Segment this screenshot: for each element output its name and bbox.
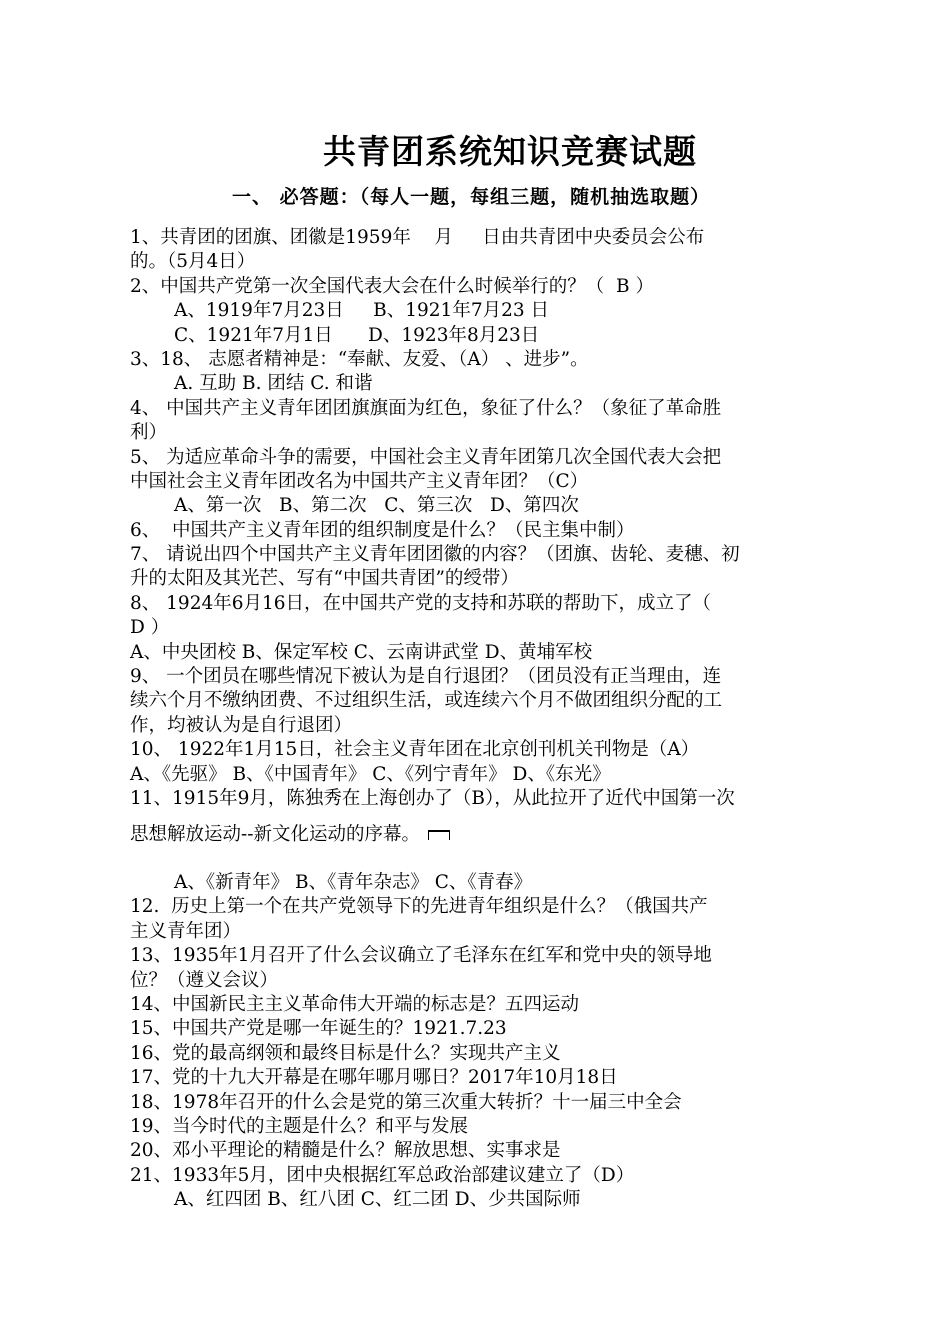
option-line: A、中央团校 B、保定军校 C、云南讲武堂 D、黄埔军校	[130, 641, 593, 663]
text-line: 10、 1922年1月15日，社会主义青年团在北京创刊机关刊物是（A）	[130, 739, 700, 761]
text-line: 7、 请说出四个中国共产主义青年团团徽的内容？（团旗、齿轮、麦穗、初	[130, 544, 740, 566]
text-line: 作，均被认为是自行退团）	[130, 714, 353, 736]
text-line: 12. 历史上第一个在共产党领导下的先进青年组织是什么？（俄国共产	[130, 896, 708, 918]
text-line: 中国社会主义青年团改名为中国共产主义青年团？（C）	[130, 470, 589, 492]
text-line: 19、当今时代的主题是什么？和平与发展	[130, 1115, 469, 1137]
text-line: 4、 中国共产主义青年团团旗旗面为红色，象征了什么？（象征了革命胜	[130, 397, 722, 419]
text-line: 13、1935年1月召开了什么会议确立了毛泽东在红军和党中央的领导地	[130, 945, 712, 967]
text-line: 2、中国共产党第一次全国代表大会在什么时候举行的？（ B ）	[130, 275, 655, 297]
option-line: C、1921年7月1日 D、1923年8月23日	[174, 324, 540, 346]
text-line: 17、党的十九大开幕是在哪年哪月哪日？2017年10月18日	[130, 1067, 618, 1089]
option-line: A、红四团 B、红八团 C、红二团 D、少共国际师	[174, 1189, 581, 1211]
text-line: 11、1915年9月，陈独秀在上海创办了（B），从此拉开了近代中国第一次	[130, 787, 735, 809]
text-line: 续六个月不缴纳团费、不过组织生活，或连续六个月不做团组织分配的工	[130, 690, 723, 712]
text-line: 15、中国共产党是哪一年诞生的？1921.7.23	[130, 1018, 507, 1040]
section-heading: 一、 必答题：（每人一题，每组三题，随机抽选取题）	[232, 186, 711, 208]
text-line: 21、1933年5月，团中央根据红军总政治部建议建立了（D）	[130, 1164, 635, 1186]
option-line: A. 互助 B. 团结 C. 和谐	[174, 373, 373, 395]
text-line: 5、 为适应革命斗争的需要，中国社会主义青年团第几次全国代表大会把	[130, 446, 722, 468]
text-line: 3、18、 志愿者精神是：“奉献、友爱、（A） 、进步”。	[130, 348, 589, 370]
text-line: 的。（5月4日）	[130, 251, 256, 273]
text-line: 升的太阳及其光芒、写有“中国共青团”的绶带）	[130, 568, 519, 590]
text-line: 6、 中国共产主义青年团的组织制度是什么？（民主集中制）	[130, 519, 635, 541]
text-line: 14、中国新民主主义革命伟大开端的标志是？五四运动	[130, 993, 580, 1015]
text-line: 18、1978年召开的什么会是党的第三次重大转折？十一届三中全会	[130, 1091, 682, 1113]
text-line: D ）	[130, 617, 170, 639]
text-line-with-mark	[130, 811, 828, 858]
option-line: A、第一次 B、第二次 C、第三次 D、第四次	[174, 495, 579, 517]
text-line: 主义青年团）	[130, 920, 242, 942]
option-line: A、《新青年》 B、《青年杂志》 C、《青春》	[174, 871, 533, 893]
text-line: 9、 一个团员在哪些情况下被认为是自行退团？（团员没有正当理由，连	[130, 666, 722, 688]
question-list	[130, 226, 828, 1212]
text-line: 1、共青团的团旗、团徽是1959年 月 日由共青团中央委员会公布	[130, 227, 705, 248]
text-line: 思想解放运动--新文化运动的序幕。	[130, 823, 421, 845]
text-line: 8、 1924年6月16日，在中国共产党的支持和苏联的帮助下，成立了（	[130, 592, 712, 614]
option-line: A、《先驱》 B、《中国青年》 C、《列宁青年》 D、《东光》	[130, 763, 611, 785]
bracket-mark-icon	[428, 830, 450, 840]
text-line: 16、党的最高纲领和最终目标是什么？实现共产主义	[130, 1042, 561, 1064]
text-line: 利）	[130, 422, 168, 444]
document-title: 共青团系统知识竞赛试题	[323, 132, 697, 171]
text-line: 20、邓小平理论的精髓是什么？解放思想、实事求是	[130, 1140, 561, 1162]
text-line: 位？（遵义会议）	[130, 969, 279, 991]
option-line: A、1919年7月23日 B、1921年7月23 日	[174, 300, 550, 322]
